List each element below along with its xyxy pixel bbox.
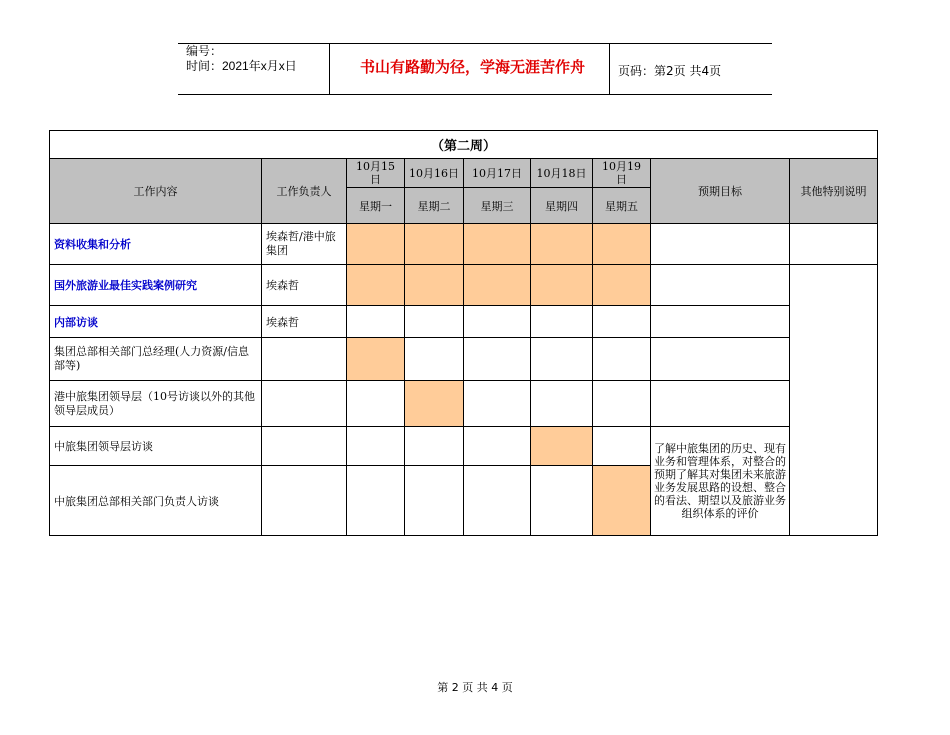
- owner-cell: 埃森哲/港中旅集团: [262, 224, 347, 265]
- task-cell: 集团总部相关部门总经理(人力资源/信息部等): [50, 338, 262, 381]
- task-cell: 内部访谈: [50, 306, 262, 338]
- schedule-cell: [531, 306, 593, 338]
- table-row: [50, 338, 878, 381]
- column-header-goal: 预期目标: [651, 159, 790, 224]
- schedule-cell: [464, 427, 531, 466]
- table-row: [50, 381, 878, 427]
- scheduled-cell: [347, 224, 405, 265]
- week-title: （第二周）: [50, 131, 878, 159]
- schedule-cell: [531, 381, 593, 427]
- scheduled-cell: [593, 466, 651, 536]
- document-number: 编号：: [186, 44, 223, 58]
- owner-cell: [262, 466, 347, 536]
- scheduled-cell: [531, 427, 593, 466]
- weekday-header: 星期二: [405, 188, 464, 224]
- header-page-info: 页码：第2页 共4页: [618, 64, 722, 78]
- schedule-cell: [405, 466, 464, 536]
- schedule-cell: [593, 338, 651, 381]
- schedule-cell: [347, 466, 405, 536]
- schedule-cell: [593, 306, 651, 338]
- schedule-cell: [405, 306, 464, 338]
- scheduled-cell: [347, 265, 405, 306]
- column-header-owner: 工作负责人: [262, 159, 347, 224]
- schedule-cell: [593, 381, 651, 427]
- table-row: [50, 427, 878, 466]
- owner-cell: [262, 338, 347, 381]
- header-bottom-rule: [178, 94, 772, 95]
- page-footer: 第 2 页 共 4 页: [437, 681, 513, 694]
- schedule-cell: [531, 466, 593, 536]
- schedule-cell: [347, 381, 405, 427]
- weekday-header: 星期五: [593, 188, 651, 224]
- task-cell: 国外旅游业最佳实践案例研究: [50, 265, 262, 306]
- date-header: 10月16日: [405, 159, 464, 188]
- schedule-cell: [464, 338, 531, 381]
- owner-cell: 埃森哲: [262, 265, 347, 306]
- weekday-header: 星期一: [347, 188, 405, 224]
- weekday-header: 星期三: [464, 188, 531, 224]
- date-header: 10月17日: [464, 159, 531, 188]
- schedule-cell: [464, 381, 531, 427]
- column-header-notes: 其他特别说明: [790, 159, 878, 224]
- task-cell: 资料收集和分析: [50, 224, 262, 265]
- goal-cell: [651, 265, 790, 306]
- scheduled-cell: [593, 224, 651, 265]
- header-motto: 书山有路勤为径，学海无涯苦作舟: [359, 58, 585, 76]
- header-divider-1: [329, 43, 330, 94]
- task-cell: 港中旅集团领导层（10号访谈以外的其他领导层成员）: [50, 381, 262, 427]
- scheduled-cell: [464, 224, 531, 265]
- schedule-cell: [464, 306, 531, 338]
- scheduled-cell: [347, 338, 405, 381]
- weekday-header: 星期四: [531, 188, 593, 224]
- notes-cell: [790, 224, 878, 265]
- date-header: 10月18日: [531, 159, 593, 188]
- owner-cell: 埃森哲: [262, 306, 347, 338]
- goal-cell: [651, 306, 790, 338]
- scheduled-cell: [531, 265, 593, 306]
- goal-cell: [651, 338, 790, 381]
- schedule-cell: [405, 427, 464, 466]
- date-header: 10月15日: [347, 159, 405, 188]
- schedule-cell: [531, 338, 593, 381]
- schedule-cell: [347, 306, 405, 338]
- goal-cell-text: 了解中旅集团的历史、现有业务和管理体系，对整合的预期了解其对集团未来旅游业务发展思路的设想、整合的看法、期望以及旅游业务组织体系的评价: [651, 427, 790, 536]
- schedule-cell: [347, 427, 405, 466]
- column-header-task: 工作内容: [50, 159, 262, 224]
- scheduled-cell: [531, 224, 593, 265]
- scheduled-cell: [593, 265, 651, 306]
- date-header: 10月19日: [593, 159, 651, 188]
- table-row: [50, 265, 878, 306]
- table-row: [50, 224, 878, 265]
- document-date: 时间：2021年x月x日: [186, 59, 297, 73]
- owner-cell: [262, 381, 347, 427]
- task-cell: 中旅集团领导层访谈: [50, 427, 262, 466]
- task-cell: 中旅集团总部相关部门负责人访谈: [50, 466, 262, 536]
- schedule-cell: [464, 466, 531, 536]
- goal-cell: [651, 381, 790, 427]
- schedule-cell: [405, 338, 464, 381]
- notes-cell: [790, 265, 878, 536]
- schedule-table: [49, 130, 878, 536]
- header-meta: [186, 44, 297, 74]
- goal-cell: [651, 224, 790, 265]
- schedule-cell: [593, 427, 651, 466]
- table-row: [50, 306, 878, 338]
- scheduled-cell: [405, 265, 464, 306]
- owner-cell: [262, 427, 347, 466]
- scheduled-cell: [405, 224, 464, 265]
- scheduled-cell: [405, 381, 464, 427]
- scheduled-cell: [464, 265, 531, 306]
